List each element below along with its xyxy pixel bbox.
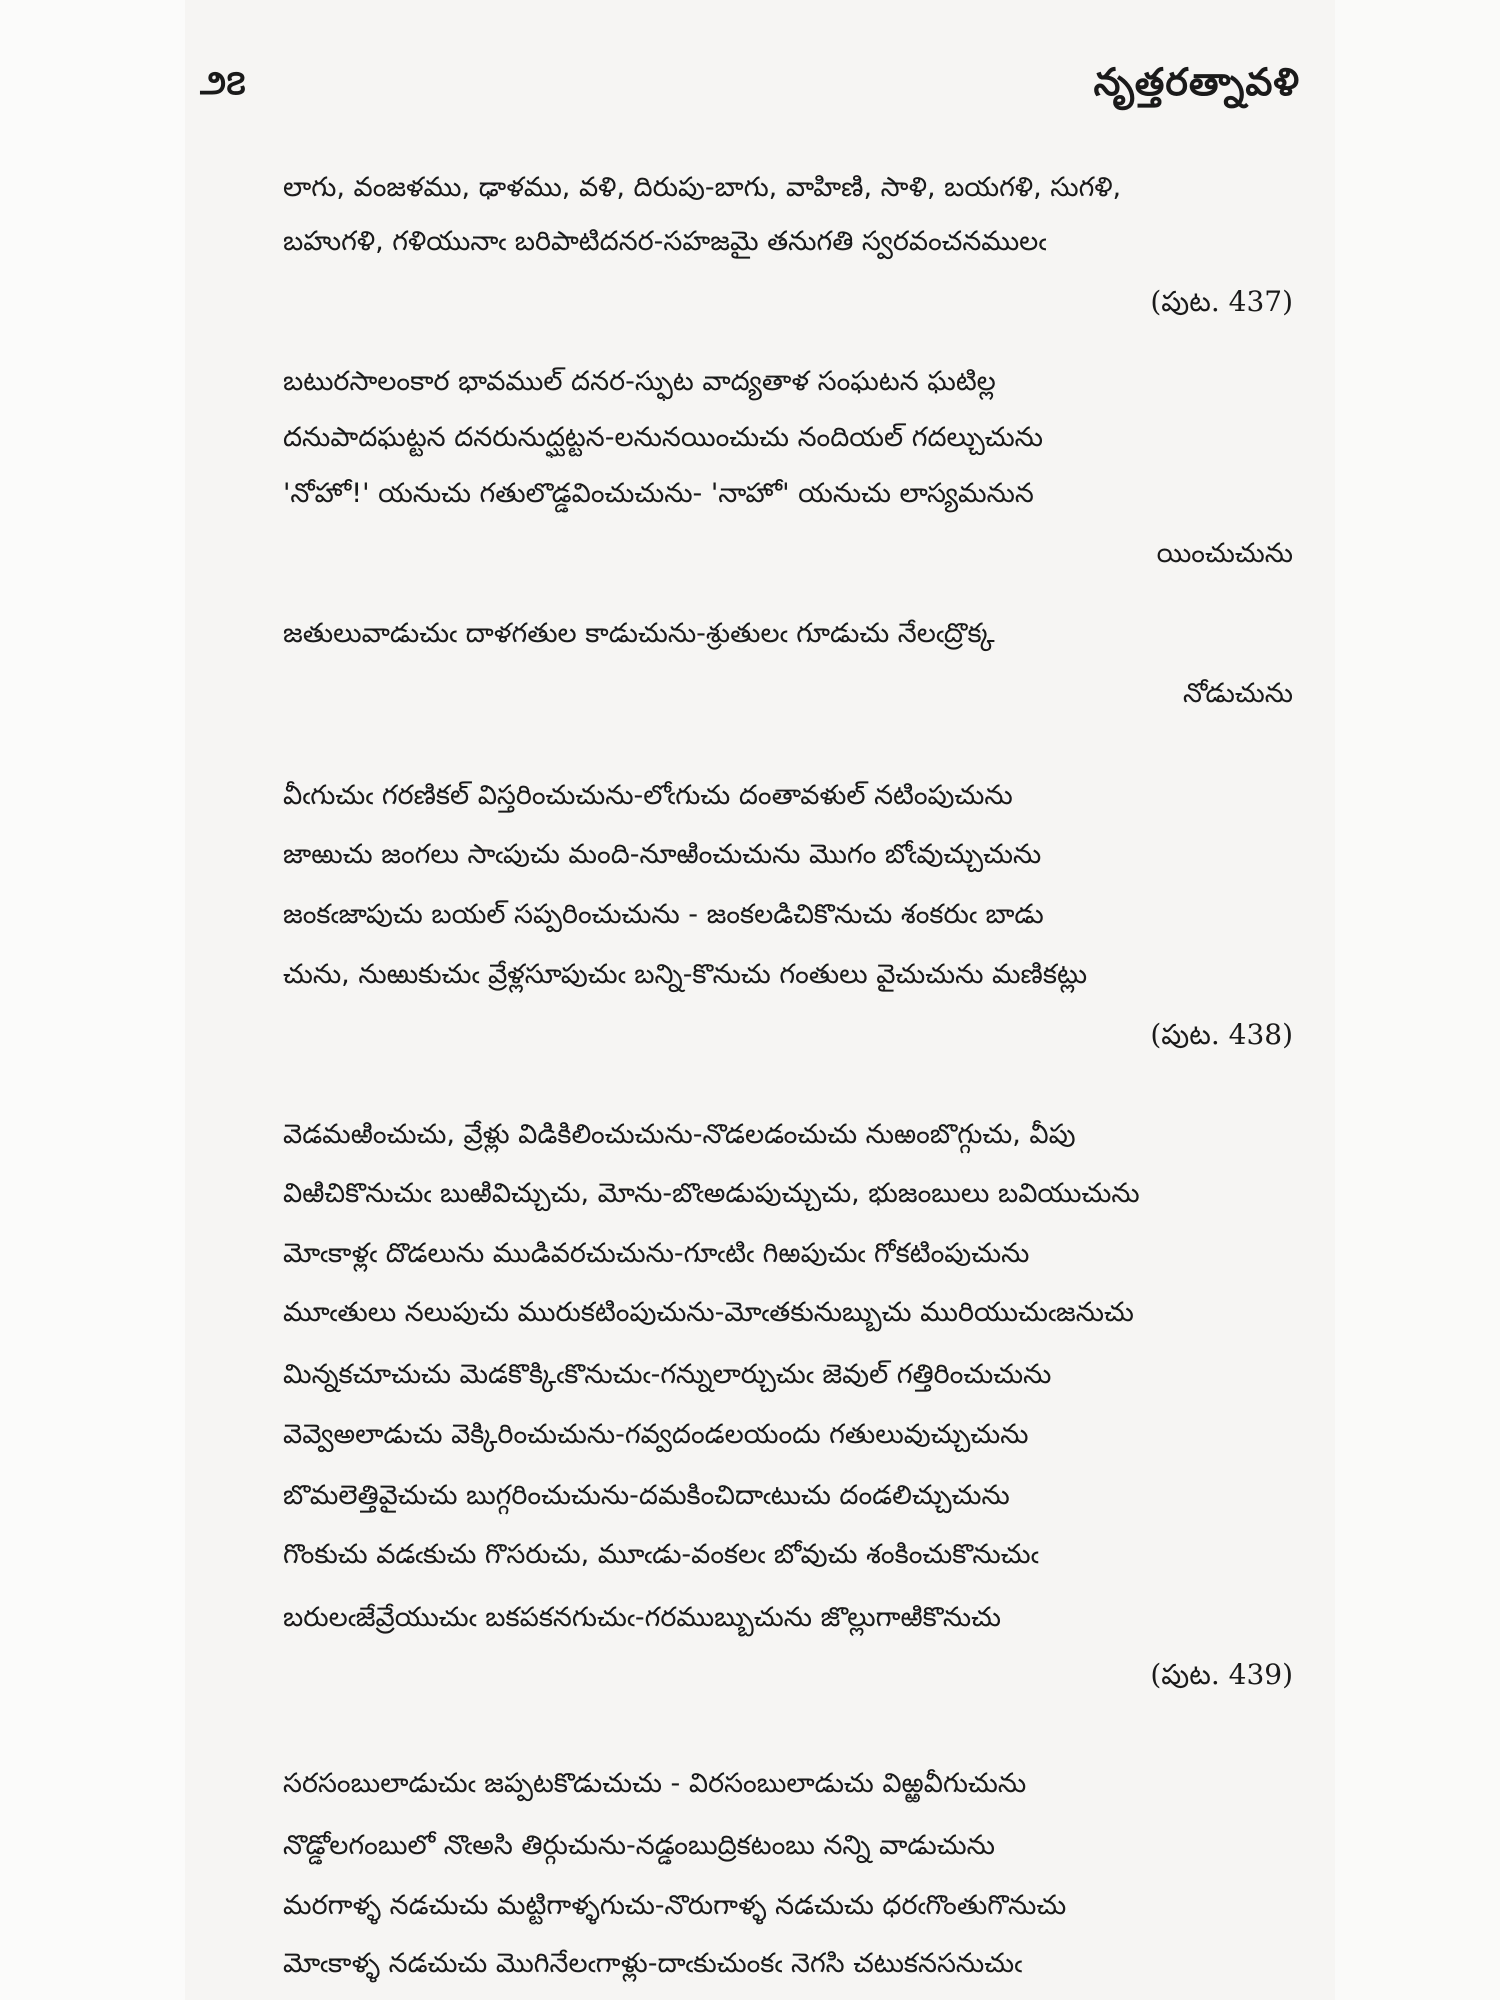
text-line: వీఁగుచుఁ గరణికల్ విస్తరించుచును-లోఁగుచు దంతావళుల్ నటింపుచును [283, 780, 1013, 811]
text-line: వెడమఱించుచు, వ్రేళ్లు విడికిలించుచును-నొడలడంచుచు నుఱంబొగ్గుచు, వీపు [283, 1119, 1076, 1150]
text-line: బరులఁజేవ్రేయుచుఁ బకపకనగుచుఁ-గరముబ్బుచును జొల్లుగాఱికొనుచు [283, 1602, 1001, 1633]
page-number: ౨౭ [200, 63, 246, 103]
text-line: విఱిచికొనుచుఁ బుఱివిచ్చుచు, మోను-బొఁఅడుపుచ్చుచు, భుజంబులు బవియుచును [283, 1178, 1140, 1209]
text-line: వెవ్వెఅలాడుచు వెక్కిరించుచును-గవ్వదండలయందు గతులువుచ్చుచును [283, 1419, 1029, 1450]
text-line: మూఁతులు నలుపుచు మురుకటింపుచును-మోఁతకునుబ్బుచు మురియుచుఁజనుచు [283, 1297, 1134, 1328]
text-line: గొంకుచు వడఁకుచు గొసరుచు, మూఁడు-వంకలఁ బోవుచు శంకించుకొనుచుఁ [283, 1539, 1039, 1570]
text-line: మరగాళ్ళ నడచుచు మట్టిగాళ్ళగుచు-నొరుగాళ్ళ నడచుచు ధరఁగొంతుగొనుచు [283, 1890, 1067, 1921]
running-title: నృత్తరత్నావళి [1093, 60, 1300, 104]
text-line: బొమలెత్తివైచుచు బుగ్గరించుచును-దమకించిదాఁటుచు దండలిచ్చుచును [283, 1480, 1010, 1511]
text-line: జతులువాడుచుఁ దాళగతుల కాడుచును-శ్రుతులఁ గూడుచు నేలఁద్రొక్క [283, 618, 995, 649]
text-line: జాఱుచు జంగలు సాఁపుచు మంది-నూఱించుచును మొగం బోఁవుచ్చుచును [283, 839, 1042, 870]
text-line: దనుపాదఘట్టన దనరునుద్ఘట్టన-లనునయించుచు నందియల్ గదల్చుచును [283, 422, 1043, 453]
page-header [200, 62, 1300, 112]
page-reference: (పుట. 438) [1150, 1018, 1293, 1051]
page-reference: (పుట. 437) [1150, 285, 1293, 318]
text-line: మోఁకాళ్ళ నడచుచు మొగినేలఁగాళ్లు-దాఁకుచుంకఁ నెగసి చటుకనసనుచుఁ [283, 1948, 1023, 1979]
text-line: మిన్నకచూచుచు మెడకొక్కిఁకొనుచుఁ-గన్నులార్చుచుఁ జెవుల్ గత్తిరించుచును [283, 1359, 1052, 1390]
left-margin [0, 0, 185, 2000]
text-line: జంకఁజాపుచు బయల్ సప్పరించుచును - జంకలడిచికొనుచు శంకరుఁ బాడు [283, 899, 1044, 930]
right-margin [1335, 0, 1500, 2000]
text-line: నోడుచును [1183, 678, 1293, 709]
text-line: బహుగళి, గళియునాఁ బరిపాటిదనర-సహజమై తనుగతి స్వరవంచనములఁ [283, 226, 1047, 257]
text-line: లాగు, వంజళము, ఢాళము, వళి, దిరుపు-బాగు, వాహిణి, సాళి, బయగళి, సుగళి, [283, 172, 1122, 203]
page-reference: (పుట. 439) [1150, 1658, 1293, 1691]
text-line: మోఁకాళ్లఁ దొడలును ముడివరచుచును-గూఁటిఁ గిఱపుచుఁ గోకటింపుచును [283, 1238, 1030, 1269]
text-line: సరసంబులాడుచుఁ జప్పటకొడుచుచు - విరసంబులాడుచు విఱ్ఱవీగుచును [283, 1768, 1027, 1799]
text-line: యించుచును [1156, 538, 1293, 569]
text-line: చును, నుఱుకుచుఁ వ్రేళ్లసూపుచుఁ బన్ని-కొనుచు గంతులు వైచుచును మణికట్లు [283, 959, 1088, 990]
text-line: బటురసాలంకార భావముల్ దనర-స్ఫుట వాద్యతాళ సంఘటన ఘటిల్ల [283, 366, 996, 397]
text-line: నొడ్డోలగంబులో నొఁఅసి తిర్గుచును-నడ్డంబుద్రికటంబు నన్ని వాడుచును [283, 1830, 995, 1861]
text-line: 'నోహో!' యనుచు గతులొడ్డవించుచును- 'నాహో' యనుచు లాస్యమనున [283, 478, 1034, 509]
